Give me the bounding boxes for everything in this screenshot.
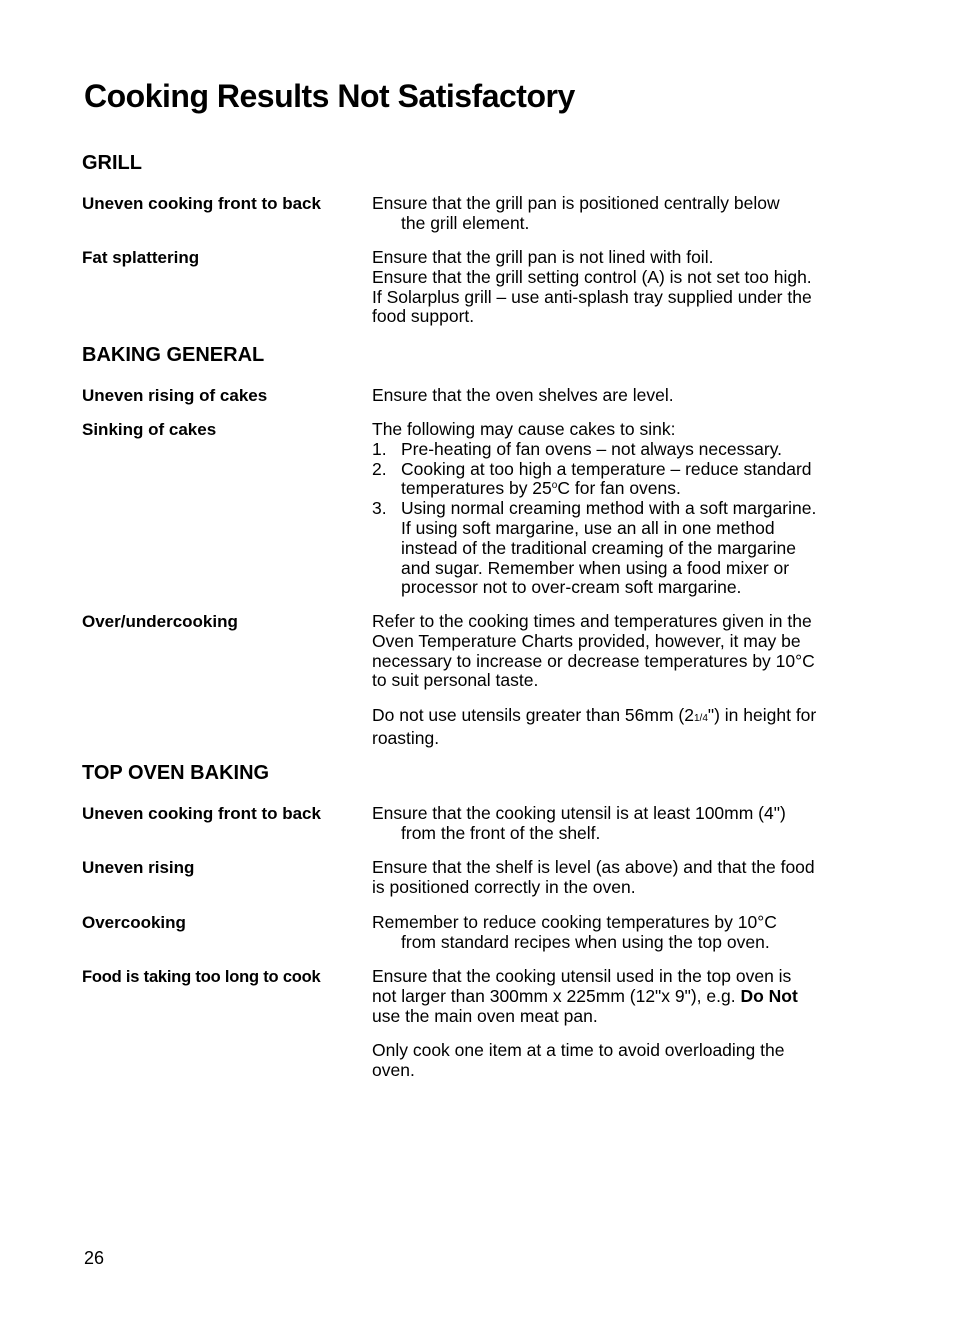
problem-label: Fat splattering bbox=[82, 248, 200, 267]
remedy-text: Refer to the cooking times and temperatures given in the Oven Temperature Charts provided, however, it may be necessary to increase or decrease temperatures by 10°C to suit personal taste. Do not use utensils greater than 56mm (21/4") in height for roasting. bbox=[372, 611, 817, 748]
remedy-text: Ensure that the oven shelves are level. bbox=[372, 385, 674, 405]
problem-label: Over/undercooking bbox=[82, 612, 238, 631]
remedy-text: Ensure that the cooking utensil used in the top oven is not larger than 300mm x 225mm (12"x 9"), e.g. Do Not use the main oven meat pan. Only cook one item at a time to avoid overloading the oven. bbox=[372, 966, 798, 1081]
remedy-text: Ensure that the grill pan is not lined with foil. Ensure that the grill setting control (A) is not set too high. If Solarplus grill – use anti-splash tray supplied under the food support. bbox=[372, 247, 812, 327]
page-title: Cooking Results Not Satisfactory bbox=[84, 78, 575, 114]
problem-label: Uneven cooking front to back bbox=[82, 804, 321, 823]
problem-label: Uneven cooking front to back bbox=[82, 194, 321, 213]
problem-label: Uneven rising of cakes bbox=[82, 386, 268, 405]
list-item: 2. Cooking at too high a temperature – reduce standard temperatures by 25$^o$C for fan ovens. bbox=[372, 458, 812, 499]
problem-label: Overcooking bbox=[82, 913, 186, 932]
list-item: 1. Pre-heating of fan ovens – not always necessary. bbox=[372, 438, 783, 459]
section-heading-grill: GRILL bbox=[82, 152, 142, 174]
section-heading-top-oven-baking: TOP OVEN BAKING bbox=[82, 762, 270, 784]
remedy-text: Ensure that the cooking utensil is at least 100mm (4") from the front of the shelf. bbox=[372, 803, 786, 843]
numbered-list bbox=[372, 440, 852, 598]
remedy-text: The following may cause cakes to sink: 1. Pre-heating of fan ovens – not always necessary. 2. Cooking at too high a temperature – reduce standard temperatures by 25$^o$C for fan ovens. 3. Using normal creaming method with a soft margarine. If using soft margarine, use an all in one method instead of the traditional creaming of the margarine and sugar. Remember when using a food mixer or processor not to over-cream soft margarine. bbox=[372, 420, 852, 598]
problem-label: Food is taking too long to cook bbox=[82, 968, 321, 986]
problem-label: Uneven rising bbox=[82, 858, 195, 877]
list-item: 3. Using normal creaming method with a soft margarine. If using soft margarine, use an all in one method instead of the traditional creaming of the margarine and sugar. Remember when using a food mixer or processor not to over-cream soft margarine. bbox=[372, 498, 817, 598]
remedy-text: Ensure that the shelf is level (as above) and that the food is positioned correctly in the oven. bbox=[372, 857, 815, 897]
remedy-text: Ensure that the grill pan is positioned centrally below the grill element. bbox=[372, 193, 780, 233]
section-heading-baking-general: BAKING GENERAL bbox=[82, 344, 265, 366]
problem-label: Sinking of cakes bbox=[82, 420, 217, 439]
remedy-text: Remember to reduce cooking temperatures by 10°C from standard recipes when using the top oven. bbox=[372, 912, 777, 952]
page-number: 26 bbox=[84, 1248, 105, 1268]
